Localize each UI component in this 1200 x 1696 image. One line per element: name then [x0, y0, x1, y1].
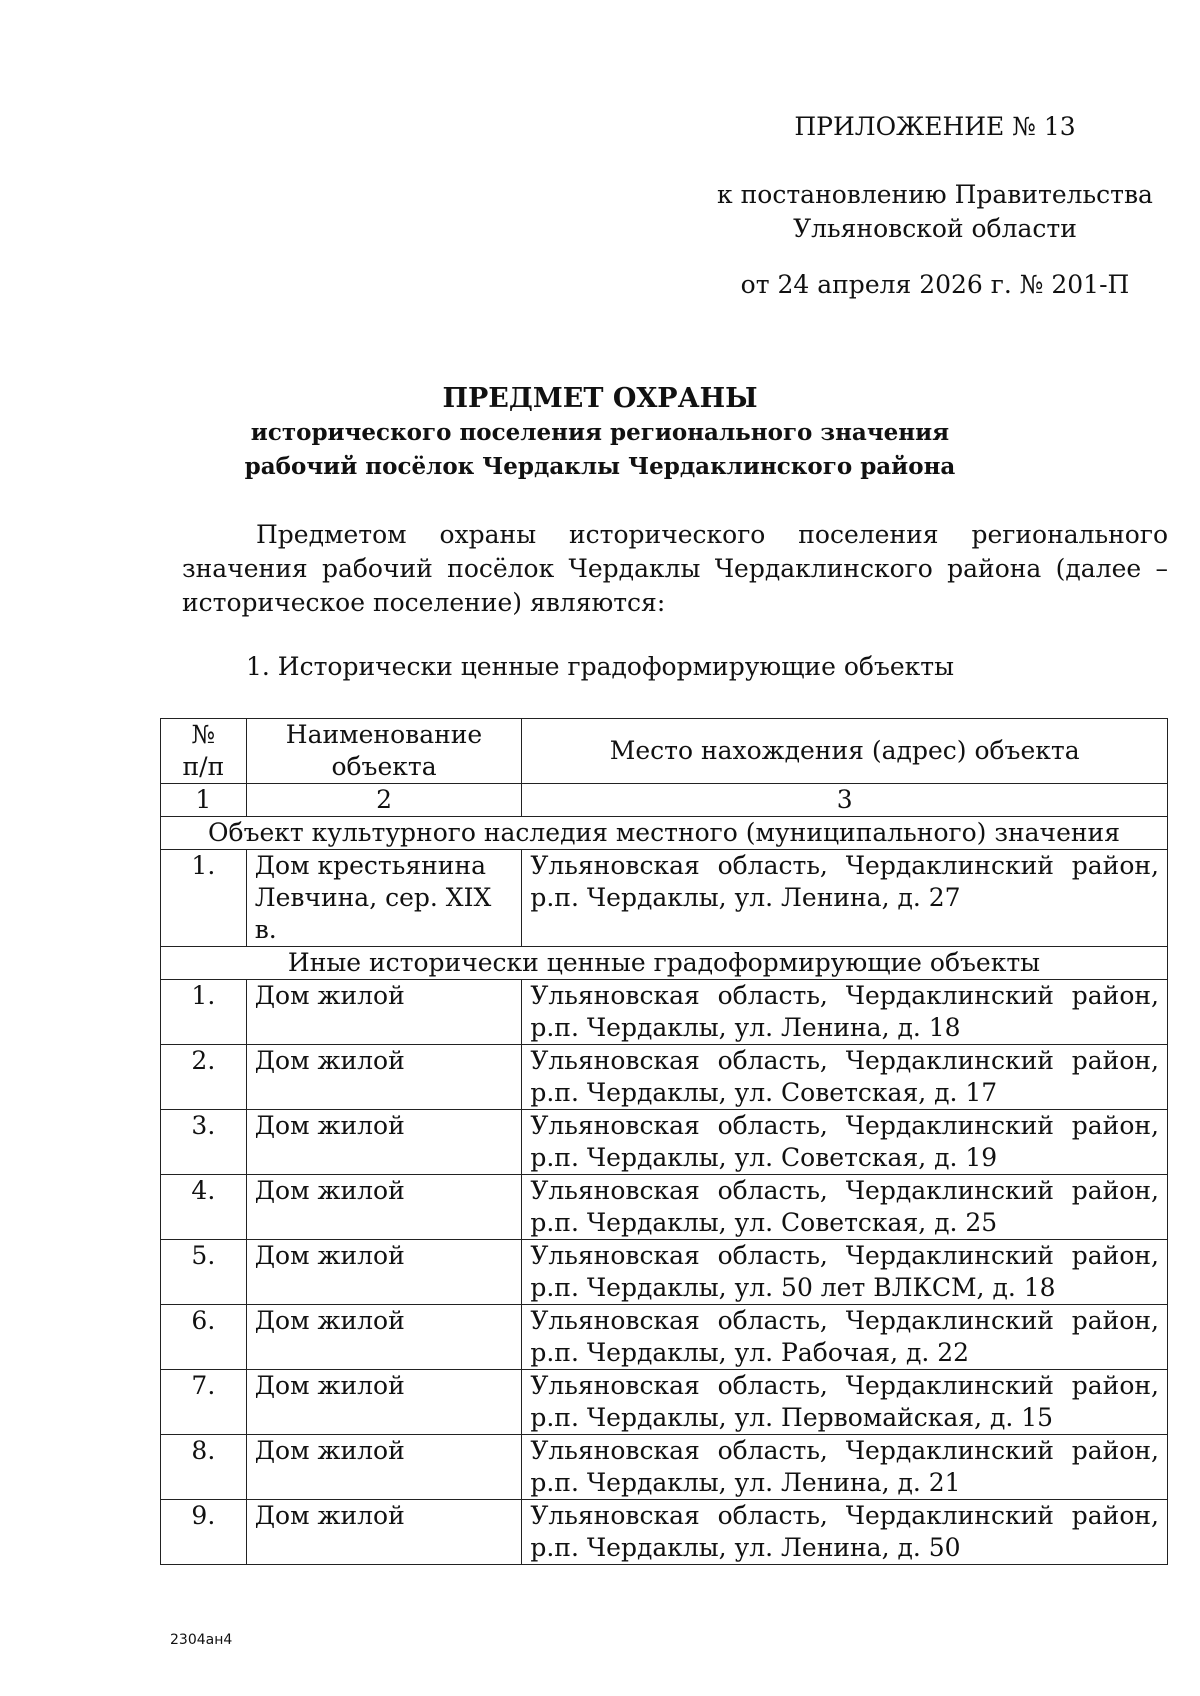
address-part-oblast: область, — [717, 1501, 828, 1530]
address-part-oblast: область, — [717, 1436, 828, 1465]
address-cell — [522, 1175, 1168, 1240]
group-heading-row — [161, 947, 1168, 980]
address-part-oblast: область, — [717, 1306, 828, 1335]
table-row — [161, 850, 1168, 947]
address-line1 — [530, 1435, 1159, 1467]
address-street: р.п. Чердаклы, ул. Рабочая, д. 22 — [530, 1338, 970, 1367]
object-name: Дом жилой — [246, 1240, 522, 1305]
address-line1 — [530, 1240, 1159, 1272]
address-part-region: Ульяновская — [530, 1046, 700, 1075]
object-name-line2: Левчина, сер. XIX в. — [254, 883, 492, 944]
address-part-oblast: область, — [717, 1046, 828, 1075]
address-cell — [522, 1110, 1168, 1175]
group-title: Иные исторически ценные градоформирующие объекты — [161, 947, 1168, 980]
title-line3: рабочий посёлок Чердаклы Чердаклинского района — [244, 453, 956, 480]
address-part-rayon: район, — [1071, 1501, 1159, 1530]
address-line1 — [530, 980, 1159, 1012]
header-name-line1: Наименование — [285, 720, 483, 749]
appendix-title: ПРИЛОЖЕНИЕ № 13 — [794, 112, 1076, 141]
address-street: р.п. Чердаклы, ул. Ленина, д. 27 — [530, 883, 961, 912]
address-part-rayon: район, — [1071, 1176, 1159, 1205]
address-part-district: Чердаклинский — [845, 1046, 1054, 1075]
row-number: 2. — [161, 1045, 247, 1110]
row-number: 4. — [161, 1175, 247, 1240]
object-name: Дом жилой — [246, 1175, 522, 1240]
appendix-ref-line2: Ульяновской области — [793, 214, 1077, 243]
header-num — [161, 719, 247, 784]
address-street: р.п. Чердаклы, ул. Ленина, д. 50 — [530, 1533, 961, 1562]
row-number: 3. — [161, 1110, 247, 1175]
header-address: Место нахождения (адрес) объекта — [522, 719, 1168, 784]
address-part-rayon: район, — [1071, 1371, 1159, 1400]
object-name: Дом жилой — [246, 1370, 522, 1435]
address-part-oblast: область, — [717, 981, 828, 1010]
intro-paragraph: Предметом охраны исторического поселения регионального значения рабочий посёлок Чердаклы Чердаклинского района (далее – историческое поселение) являются: — [182, 520, 1168, 617]
address-cell — [522, 1240, 1168, 1305]
table-row — [161, 1370, 1168, 1435]
header-num-line2: п/п — [182, 752, 225, 781]
address-line1 — [530, 1045, 1159, 1077]
address-part-district: Чердаклинский — [845, 1111, 1054, 1140]
address-part-rayon: район, — [1071, 1306, 1159, 1335]
address-part-oblast: область, — [717, 1241, 828, 1270]
address-part-region: Ульяновская — [530, 1176, 700, 1205]
table-row — [161, 1305, 1168, 1370]
address-part-region: Ульяновская — [530, 1436, 700, 1465]
address-line1 — [530, 1110, 1159, 1142]
row-number: 6. — [161, 1305, 247, 1370]
header-name-line2: объекта — [331, 752, 437, 781]
address-street: р.п. Чердаклы, ул. Советская, д. 19 — [530, 1143, 998, 1172]
table-row — [161, 1110, 1168, 1175]
address-part-rayon: район, — [1071, 1241, 1159, 1270]
row-number: 5. — [161, 1240, 247, 1305]
section-heading: 1. Исторически ценные градоформирующие объекты — [245, 652, 954, 681]
object-name: Дом жилой — [246, 1435, 522, 1500]
address-part-district: Чердаклинский — [845, 851, 1054, 880]
row-number: 9. — [161, 1500, 247, 1565]
row-number: 1. — [161, 850, 247, 947]
document-title — [180, 382, 1020, 484]
address-line1 — [530, 850, 1159, 882]
appendix-reference — [700, 178, 1170, 246]
address-street: р.п. Чердаклы, ул. Советская, д. 17 — [530, 1078, 998, 1107]
address-part-district: Чердаклинский — [845, 1241, 1054, 1270]
row-number: 8. — [161, 1435, 247, 1500]
table-row — [161, 1175, 1168, 1240]
object-name: Дом жилой — [246, 1110, 522, 1175]
object-name: Дом жилой — [246, 980, 522, 1045]
address-part-region: Ульяновская — [530, 851, 700, 880]
title-line2: исторического поселения регионального значения — [250, 419, 950, 446]
header-name — [246, 719, 522, 784]
group-heading-row — [161, 817, 1168, 850]
address-part-oblast: область, — [717, 851, 828, 880]
address-part-oblast: область, — [717, 1371, 828, 1400]
group-title: Объект культурного наследия местного (муниципального) значения — [161, 817, 1168, 850]
address-street: р.п. Чердаклы, ул. 50 лет ВЛКСМ, д. 18 — [530, 1273, 1056, 1302]
address-line1 — [530, 1175, 1159, 1207]
address-cell — [522, 1500, 1168, 1565]
appendix-date: от 24 апреля 2026 г. № 201-П — [740, 270, 1130, 299]
address-cell — [522, 1305, 1168, 1370]
object-name: Дом жилой — [246, 1045, 522, 1110]
address-street: р.п. Чердаклы, ул. Ленина, д. 21 — [530, 1468, 961, 1497]
address-street: р.п. Чердаклы, ул. Первомайская, д. 15 — [530, 1403, 1054, 1432]
table-header-row — [161, 719, 1168, 784]
address-part-region: Ульяновская — [530, 1371, 700, 1400]
object-name: Дом жилой — [246, 1305, 522, 1370]
address-part-district: Чердаклинский — [845, 1371, 1054, 1400]
col-number-2: 2 — [246, 784, 522, 817]
address-part-rayon: район, — [1071, 1046, 1159, 1075]
address-part-rayon: район, — [1071, 1111, 1159, 1140]
address-cell — [522, 980, 1168, 1045]
table-column-numbers-row — [161, 784, 1168, 817]
table-row — [161, 1500, 1168, 1565]
col-number-1: 1 — [161, 784, 247, 817]
objects-table — [160, 718, 1168, 1565]
title-line1: ПРЕДМЕТ ОХРАНЫ — [442, 383, 758, 414]
address-part-district: Чердаклинский — [845, 1436, 1054, 1465]
object-name-line1: Дом крестьянина — [254, 851, 487, 880]
address-line1 — [530, 1305, 1159, 1337]
col-number-3: 3 — [522, 784, 1168, 817]
object-name — [246, 850, 522, 947]
address-part-region: Ульяновская — [530, 1501, 700, 1530]
address-part-district: Чердаклинский — [845, 1306, 1054, 1335]
address-part-rayon: район, — [1071, 981, 1159, 1010]
address-cell — [522, 1435, 1168, 1500]
address-cell — [522, 1045, 1168, 1110]
table-row — [161, 1045, 1168, 1110]
header-num-line1: № — [191, 720, 216, 749]
object-name: Дом жилой — [246, 1500, 522, 1565]
footer-code: 2304ан4 — [170, 1632, 233, 1648]
address-part-district: Чердаклинский — [845, 981, 1054, 1010]
address-part-oblast: область, — [717, 1111, 828, 1140]
table-row — [161, 1435, 1168, 1500]
address-street: р.п. Чердаклы, ул. Советская, д. 25 — [530, 1208, 998, 1237]
table-row — [161, 1240, 1168, 1305]
address-line1 — [530, 1370, 1159, 1402]
address-cell — [522, 850, 1168, 947]
address-part-oblast: область, — [717, 1176, 828, 1205]
address-part-district: Чердаклинский — [845, 1176, 1054, 1205]
address-cell — [522, 1370, 1168, 1435]
address-part-region: Ульяновская — [530, 1111, 700, 1140]
appendix-ref-line1: к постановлению Правительства — [717, 180, 1153, 209]
address-part-region: Ульяновская — [530, 981, 700, 1010]
row-number: 1. — [161, 980, 247, 1045]
address-street: р.п. Чердаклы, ул. Ленина, д. 18 — [530, 1013, 961, 1042]
row-number: 7. — [161, 1370, 247, 1435]
address-line1 — [530, 1500, 1159, 1532]
address-part-region: Ульяновская — [530, 1241, 700, 1270]
table-row — [161, 980, 1168, 1045]
table-body — [161, 817, 1168, 1565]
address-part-rayon: район, — [1071, 851, 1159, 880]
address-part-region: Ульяновская — [530, 1306, 700, 1335]
address-part-rayon: район, — [1071, 1436, 1159, 1465]
address-part-district: Чердаклинский — [845, 1501, 1054, 1530]
